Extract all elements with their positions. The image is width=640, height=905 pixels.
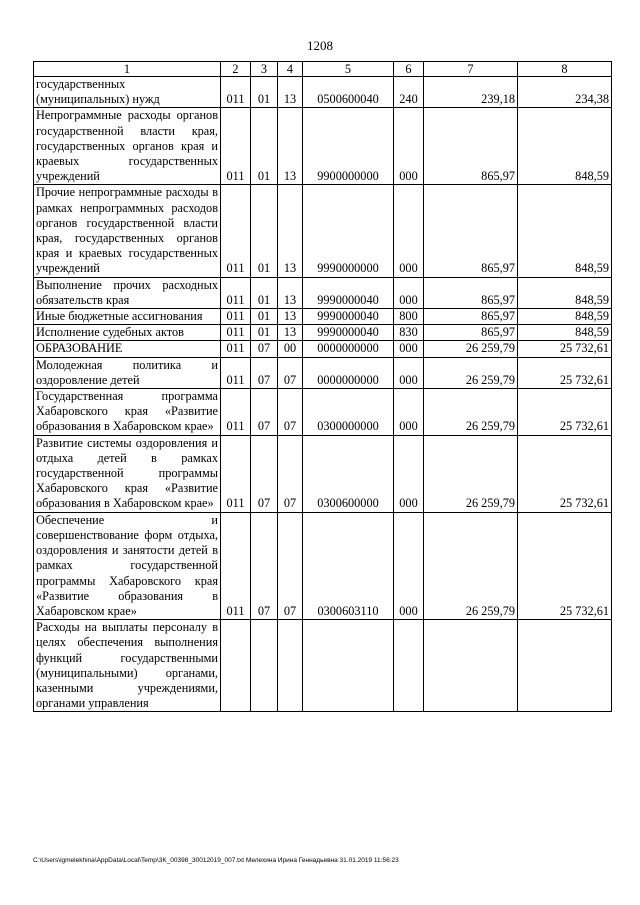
amount-year1-cell [424,620,518,712]
amount-year1-cell: 865,97 [424,325,518,341]
amount-year2-cell: 25 732,61 [518,357,612,388]
admin-code-cell: 011 [221,435,251,512]
amount-year1-cell: 865,97 [424,108,518,185]
amount-year2-cell: 234,38 [518,77,612,108]
amount-year1-cell: 865,97 [424,277,518,308]
column-header: 6 [394,62,424,77]
section-cell [251,620,278,712]
amount-year2-cell: 848,59 [518,309,612,325]
subsection-cell: 13 [278,325,303,341]
row-name-cell: Иные бюджетные ассигнования [34,309,221,325]
budget-table [33,61,612,712]
amount-year2-cell: 848,59 [518,108,612,185]
target-article-cell: 9990000040 [303,325,394,341]
subsection-cell: 13 [278,108,303,185]
section-cell: 01 [251,277,278,308]
row-name-cell: Государственная программа Хабаровского края «Развитие образования в Хабаровском крае» [34,389,221,436]
admin-code-cell: 011 [221,309,251,325]
subsection-cell: 13 [278,185,303,277]
admin-code-cell: 011 [221,512,251,619]
admin-code-cell: 011 [221,357,251,388]
subsection-cell: 13 [278,77,303,108]
amount-year1-cell: 26 259,79 [424,389,518,436]
table-row [34,185,612,277]
file-path-footer: C:\Users\igmelekhina\AppData\Local\Temp\3K_00398_30012019_007.txt Мелехина Ирина Геннадьевна 31.01.2019 11:56:23 [33,857,399,864]
table-header-row [34,62,612,77]
table-row [34,341,612,357]
expense-type-cell: 000 [394,357,424,388]
amount-year1-cell: 865,97 [424,309,518,325]
amount-year2-cell: 25 732,61 [518,341,612,357]
column-header: 8 [518,62,612,77]
target-article-cell: 9990000040 [303,277,394,308]
subsection-cell: 07 [278,512,303,619]
amount-year1-cell: 239,18 [424,77,518,108]
target-article-cell: 0000000000 [303,341,394,357]
column-header: 5 [303,62,394,77]
row-name-cell: Выполнение прочих расходных обязательств края [34,277,221,308]
subsection-cell: 13 [278,277,303,308]
section-cell: 01 [251,325,278,341]
row-name-cell: Молодежная политика и оздоровление детей [34,357,221,388]
column-header: 4 [278,62,303,77]
expense-type-cell: 800 [394,309,424,325]
table-row [34,309,612,325]
amount-year2-cell: 848,59 [518,325,612,341]
expense-type-cell: 000 [394,512,424,619]
row-name-cell: Непрограммные расходы органов государственной власти края, государственных органов края и краевых государственных учреждений [34,108,221,185]
section-cell: 07 [251,435,278,512]
table-row [34,435,612,512]
column-header: 1 [34,62,221,77]
admin-code-cell: 011 [221,77,251,108]
section-cell: 01 [251,309,278,325]
subsection-cell: 00 [278,341,303,357]
row-name-cell: Обеспечение и совершенствование форм отдыха, оздоровления и занятости детей в рамках государственной программы Хабаровского края «Развитие образования в Хабаровском крае» [34,512,221,619]
target-article-cell [303,620,394,712]
section-cell: 01 [251,77,278,108]
amount-year2-cell: 848,59 [518,185,612,277]
expense-type-cell: 000 [394,277,424,308]
section-cell: 07 [251,357,278,388]
amount-year1-cell: 26 259,79 [424,341,518,357]
subsection-cell: 13 [278,309,303,325]
expense-type-cell: 240 [394,77,424,108]
subsection-cell [278,620,303,712]
expense-type-cell: 000 [394,185,424,277]
amount-year1-cell: 26 259,79 [424,435,518,512]
row-name-cell: государственных (муниципальных) нужд [34,77,221,108]
target-article-cell: 0300000000 [303,389,394,436]
amount-year1-cell: 26 259,79 [424,512,518,619]
row-name-cell: ОБРАЗОВАНИЕ [34,341,221,357]
column-header: 3 [251,62,278,77]
target-article-cell: 9990000040 [303,309,394,325]
amount-year2-cell: 25 732,61 [518,389,612,436]
target-article-cell: 0500600040 [303,77,394,108]
admin-code-cell: 011 [221,277,251,308]
admin-code-cell: 011 [221,341,251,357]
expense-type-cell: 000 [394,435,424,512]
amount-year1-cell: 26 259,79 [424,357,518,388]
section-cell: 07 [251,389,278,436]
expense-type-cell: 830 [394,325,424,341]
column-header: 2 [221,62,251,77]
section-cell: 07 [251,512,278,619]
expense-type-cell: 000 [394,341,424,357]
admin-code-cell [221,620,251,712]
admin-code-cell: 011 [221,389,251,436]
expense-type-cell [394,620,424,712]
section-cell: 07 [251,341,278,357]
row-name-cell: Исполнение судебных актов [34,325,221,341]
subsection-cell: 07 [278,435,303,512]
row-name-cell: Развитие системы оздоровления и отдыха детей в рамках государственной программы Хабаровского края «Развитие образования в Хабаровском крае» [34,435,221,512]
table-row [34,620,612,712]
target-article-cell: 9990000000 [303,185,394,277]
target-article-cell: 0300603110 [303,512,394,619]
expense-type-cell: 000 [394,108,424,185]
row-name-cell: Прочие непрограммные расходы в рамках непрограммных расходов органов государственной власти края, государственных органов края и краевых государственных учреждений [34,185,221,277]
subsection-cell: 07 [278,389,303,436]
page-number: 1208 [307,38,333,53]
target-article-cell: 9900000000 [303,108,394,185]
row-name-cell: Расходы на выплаты персоналу в целях обеспечения выполнения функций государственными (муниципальными) органами, казенными учреждениями, органами управления [34,620,221,712]
target-article-cell: 0000000000 [303,357,394,388]
column-header: 7 [424,62,518,77]
amount-year2-cell: 25 732,61 [518,435,612,512]
amount-year2-cell: 25 732,61 [518,512,612,619]
table-row [34,512,612,619]
table-row [34,77,612,108]
table-row [34,357,612,388]
admin-code-cell: 011 [221,108,251,185]
admin-code-cell: 011 [221,185,251,277]
subsection-cell: 07 [278,357,303,388]
section-cell: 01 [251,108,278,185]
table-row [34,389,612,436]
expense-type-cell: 000 [394,389,424,436]
amount-year2-cell [518,620,612,712]
table-row [34,325,612,341]
admin-code-cell: 011 [221,325,251,341]
target-article-cell: 0300600000 [303,435,394,512]
table-row [34,277,612,308]
section-cell: 01 [251,185,278,277]
amount-year2-cell: 848,59 [518,277,612,308]
amount-year1-cell: 865,97 [424,185,518,277]
table-row [34,108,612,185]
